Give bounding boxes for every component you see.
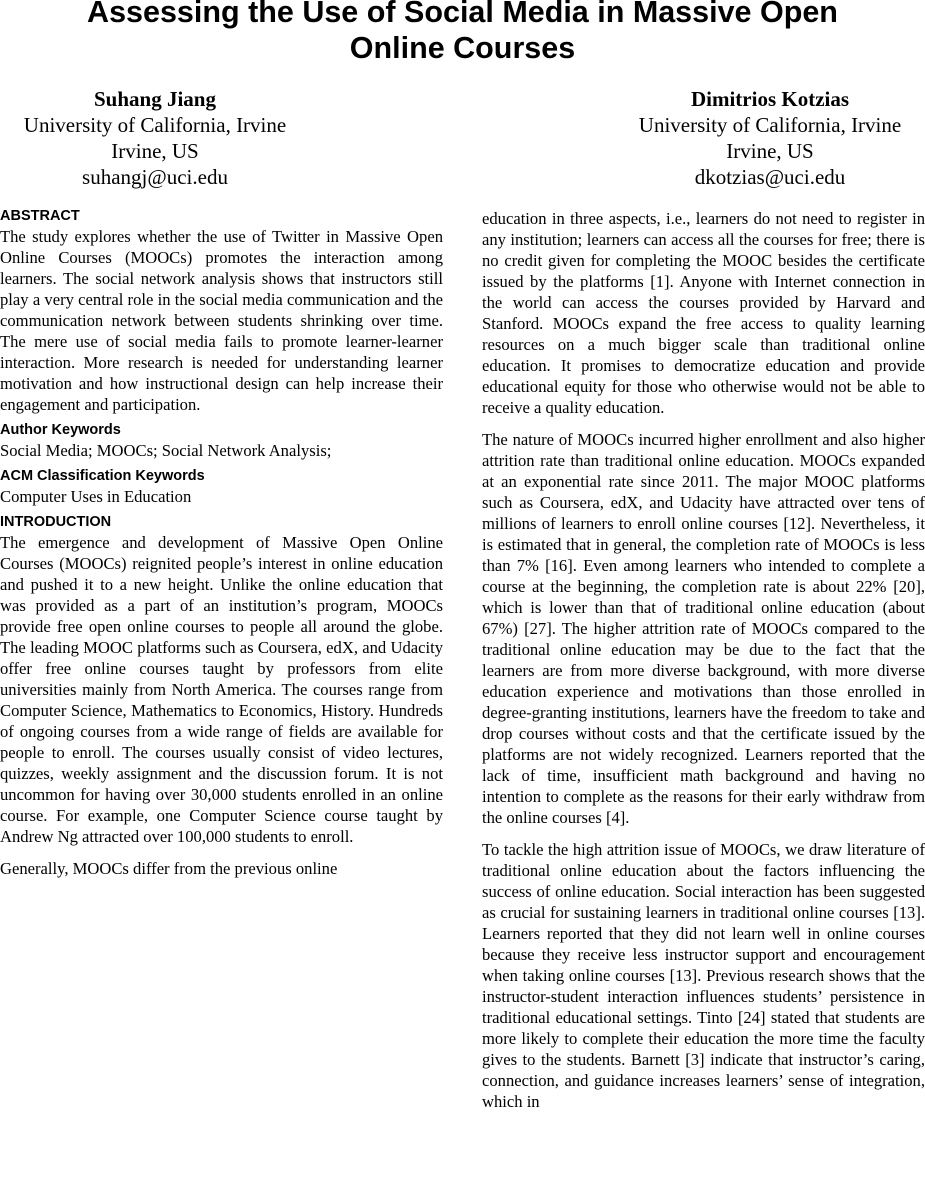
author-email: suhangj@uci.edu [82,165,228,189]
body-paragraph-3: To tackle the high attrition issue of MOOCs, we draw literature of traditional online education about the factors influencing the success of online education. Social interaction has been suggested as crucial for sustaining learners in traditional online courses [13]. Learners reported that they did not learn well in online courses because they receive less instructor support and encouragement when taking online courses [13]. Previous research shows that the instructor-student interaction influences students’ persistence in traditional educational settings. Tinto [24] stated that students are more likely to complete their education the more time the faculty gives to the students. Barnett [3] indicate that instructor’s caring, connection, and guidance increases learners’ sense of integration, which in [482,840,925,1111]
abstract-heading: ABSTRACT [0,208,80,224]
keywords-text: Social Media; MOOCs; Social Network Analysis; [0,441,332,460]
introduction-heading: INTRODUCTION [0,514,112,530]
intro-paragraph-1: The emergence and development of Massive Open Online Courses (MOOCs) reignited people’s interest in online education and pushed it to a new height. Unlike the online education that was provided as a part of an institution’s program, MOOCs provide free open online courses to people all around the globe. The leading MOOC platforms such as Coursera, edX, and Udacity offer free online courses taught by professors from elite universities mainly from North America. The courses range from Computer Science, Mathematics to Economics, History. Hundreds of ongoing courses from a wide range of fields are available for people to enroll. The courses usually consist of video lectures, quizzes, weekly assignment and the discussion forum. It is not uncommon for having over 30,000 students enrolled in an online course. For example, one Computer Science course taught by Andrew Ng attracted over 100,000 students to enroll. [0,533,443,846]
acm-heading: ACM Classification Keywords [0,468,205,484]
author-email: dkotzias@uci.edu [694,165,846,189]
intro-paragraph-2: Generally, MOOCs differ from the previous online [0,859,338,878]
keywords-heading: Author Keywords [0,422,121,438]
author-name: Dimitrios Kotzias [690,87,850,111]
author-affiliation: University of California, Irvine [23,113,287,137]
author-location: Irvine, US [726,139,814,163]
right-column [482,208,925,1112]
left-column [0,207,443,879]
abstract-text: The study explores whether the use of Twitter in Massive Open Online Courses (MOOCs) promotes the interaction among learners. The social network analysis shows that instructors still play a very central role in the social media communication and the communication network between students shrinking over time. The mere use of social media fails to promote learner-learner interaction. More research is needed for understanding learner motivation and how instructional design can help increase their engagement and participation. [0,227,443,414]
title-line-1: Assessing the Use of Social Media in Massive Open [87,0,838,29]
body-paragraph-1: education in three aspects, i.e., learners do not need to register in any institution; learners can access all the courses for free; there is no credit given for completing the MOOC besides the certificate issued by the platforms [1]. Anyone with Internet connection in the world can access the courses provided by Harvard and Stanford. MOOCs expand the free access to quality learning resources on a much bigger scale than traditional online education. It promises to democratize education and provide educational equity for those who otherwise would not be able to receive a quality education. [482,209,925,417]
author-block-1 [0,86,310,190]
title-line-2: Online Courses [349,31,576,65]
author-location: Irvine, US [111,139,199,163]
paper-title [0,0,925,66]
author-affiliation: University of California, Irvine [638,113,902,137]
author-block-2 [615,86,925,190]
author-name: Suhang Jiang [94,87,216,111]
acm-text: Computer Uses in Education [0,487,192,506]
body-paragraph-2: The nature of MOOCs incurred higher enrollment and also higher attrition rate than traditional online education. MOOCs expanded at an exponential rate since 2011. The major MOOC platforms such as Coursera, edX, and Udacity have attracted over tens of millions of learners to enroll online courses [12]. Nevertheless, it is estimated that in general, the completion rate of MOOCs is less than 7% [16]. Even among learners who intended to complete a course at the beginning, the completion rate is about 22% [20], which is lower than that of traditional online education (about 67%) [27]. The higher attrition rate of MOOCs compared to the traditional online education may be due to the fact that the learners are from more diverse background, with more diverse education experience and motivations than those enrolled in degree-granting institutions, learners have the freedom to take and drop courses without costs and that the certificate issued by the platforms are not widely recognized. Learners reported that the lack of time, insufficient math background and having no intention to complete as the reasons for their early withdraw from the online courses [4]. [482,430,925,827]
